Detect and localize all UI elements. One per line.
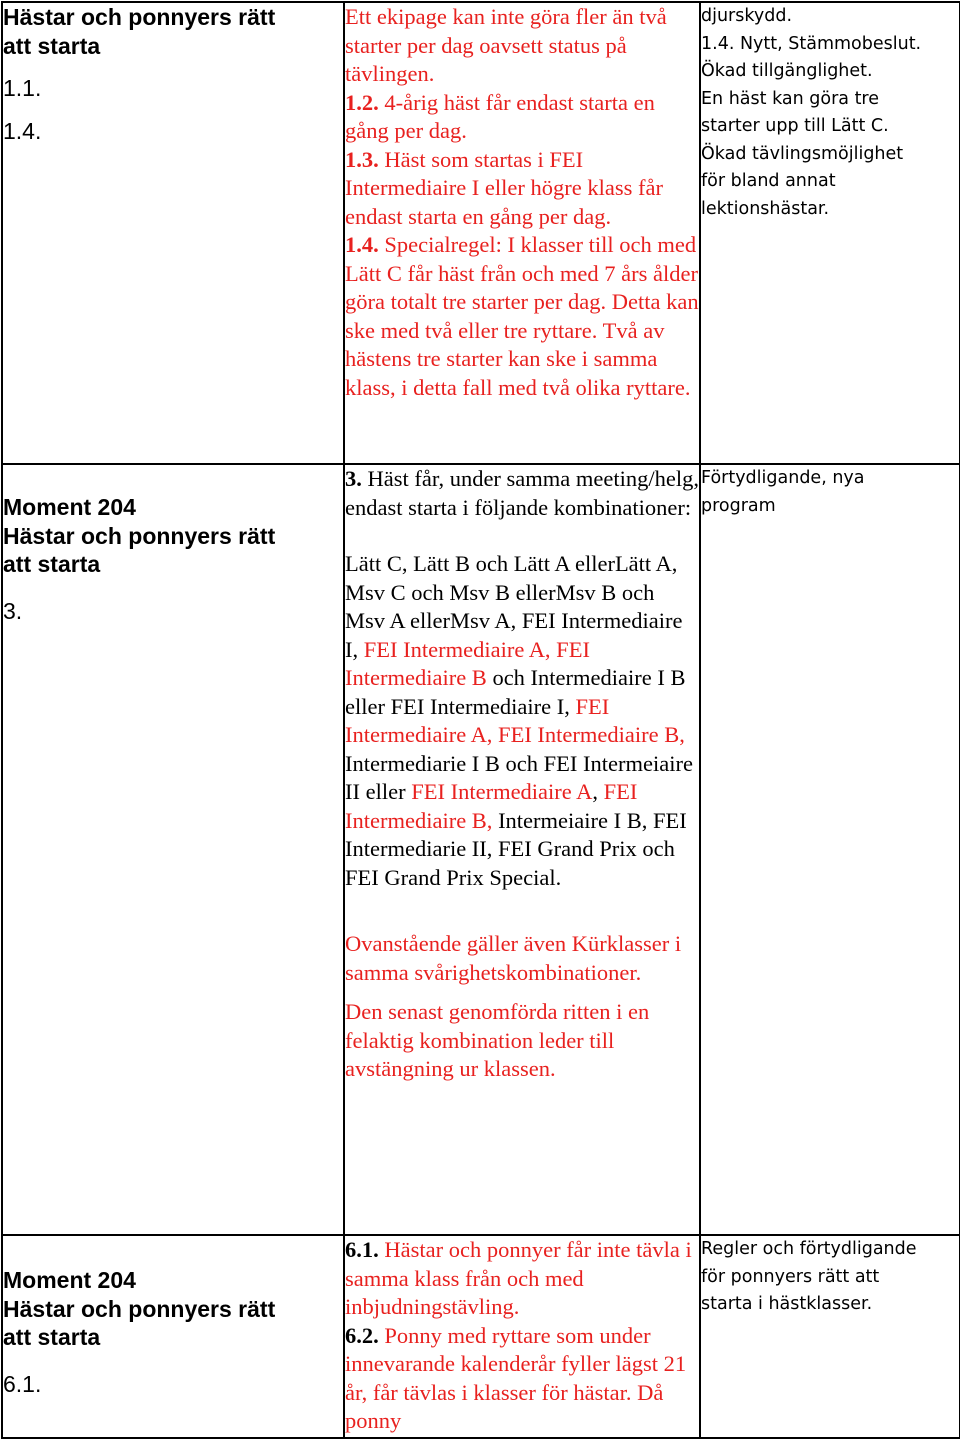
moment-cell bbox=[2, 2, 344, 464]
comment-lines bbox=[701, 3, 959, 223]
rule-paragraphs bbox=[345, 3, 699, 402]
comment-line: Ökad tävlingsmöjlighet bbox=[701, 143, 904, 164]
rule-text-cell bbox=[344, 464, 700, 1235]
moment-title: Moment 204 bbox=[3, 1267, 136, 1293]
text-run: Hästar och ponnyer får inte tävla i samma klass från och med inbjudningstävling. bbox=[345, 1237, 692, 1319]
comment-line: Ökad tillgänglighet. bbox=[701, 61, 873, 81]
text-run: 6.2. bbox=[345, 1322, 379, 1348]
comment-cell bbox=[700, 464, 960, 1235]
text-run: Intermeiaire I B, FEI Intermediarie II, FEI Grand Prix och FEI Grand Prix Special. bbox=[345, 807, 687, 890]
text-run: Ponny med ryttare som under innevarande kalenderår fyller lägst 21 år, får tävlas i klasser för hästar. Då ponny bbox=[345, 1322, 687, 1433]
text-run: FEI Intermediaire A, FEI Intermediaire B, bbox=[345, 693, 685, 747]
rule-text-cell bbox=[344, 1235, 700, 1438]
comment-line: starta i hästklasser. bbox=[701, 1294, 873, 1314]
comment-line: Regler och förtydligande bbox=[701, 1239, 917, 1259]
text-run: , bbox=[592, 779, 604, 804]
rule-title: Hästar och ponnyers rätt att starta bbox=[3, 522, 276, 577]
comment-lines bbox=[701, 1236, 959, 1319]
text-run: Häst som startas i FEI Intermediaire I eller högre klass får endast starta en gång per dag. bbox=[345, 146, 663, 229]
comment-lines bbox=[701, 465, 959, 520]
rule-paragraphs bbox=[345, 1236, 699, 1436]
text-run: FEI Intermediaire A, FEI Intermediaire B bbox=[345, 636, 590, 690]
text-run: och Intermediaire I B eller FEI Intermediaire I, bbox=[345, 665, 686, 719]
comment-line: program bbox=[701, 495, 776, 516]
text-run: 1.3. bbox=[345, 146, 379, 172]
text-run: FEI Intermediaire A bbox=[411, 779, 593, 804]
rule-number: 1.4. bbox=[3, 117, 42, 144]
comment-cell bbox=[700, 1235, 960, 1438]
rule-text-cell bbox=[344, 2, 700, 464]
text-run: Lätt C, Lätt B och Lätt A eller bbox=[345, 551, 615, 576]
rule-paragraph bbox=[345, 231, 699, 402]
text-run: FEI Intermediaire B, bbox=[345, 779, 638, 833]
rules-table bbox=[1, 1, 960, 1439]
text-run: Ett ekipage kan inte göra fler än två starter per dag oavsett status på tävlingen. bbox=[345, 4, 667, 86]
text-run: Häst får, under samma meeting/helg, endast starta i följande kombinationer: bbox=[345, 466, 699, 520]
text-run: Msv B och Msv A eller bbox=[345, 579, 655, 633]
text-run: Lätt A, Msv C och Msv B eller bbox=[345, 551, 678, 605]
text-run: Msv A, FEI Intermediaire I, bbox=[345, 608, 683, 662]
rule-paragraph bbox=[345, 3, 699, 89]
text-run: 3. bbox=[345, 466, 362, 491]
comment-line: En häst kan göra tre bbox=[701, 88, 880, 109]
rule-paragraph bbox=[345, 1236, 699, 1322]
rule-title: Hästar och ponnyers rätt att starta bbox=[3, 1295, 276, 1350]
comment-line: djurskydd. bbox=[701, 6, 793, 26]
rule-number: 3. bbox=[3, 597, 23, 624]
table-row bbox=[2, 1235, 960, 1438]
rule-number: 1.1. bbox=[3, 75, 42, 101]
moment-cell bbox=[2, 464, 344, 1235]
comment-cell bbox=[700, 2, 960, 464]
rule-paragraph bbox=[345, 89, 699, 146]
moment-cell bbox=[2, 1235, 344, 1438]
rule-number: 6.1. bbox=[3, 1370, 42, 1397]
text-run: Specialregel: I klasser till och med Lätt C får häst från och med 7 års ålder göra totalt tre starter per dag. Detta kan ske med två eller tre ryttare. Två av hästens tre starter kan ske i samma klass, i detta fall med två olika ryttare. bbox=[345, 232, 699, 400]
rule-title: Hästar och ponnyers rätt att starta bbox=[3, 4, 276, 59]
comment-line: lektionshästar. bbox=[701, 198, 830, 219]
comment-line: Förtydligande, nya bbox=[701, 468, 865, 488]
text-run: 4-årig häst får endast starta en gång per dag. bbox=[345, 89, 655, 143]
text-run: 1.4. bbox=[345, 232, 379, 257]
table-row bbox=[2, 464, 960, 1235]
comment-line: för ponnyers rätt att bbox=[701, 1266, 880, 1287]
rule-paragraph bbox=[345, 146, 699, 232]
combination-list bbox=[345, 550, 699, 892]
comment-line: 1.4. Nytt, Stämmobeslut. bbox=[701, 33, 922, 54]
rule-intro bbox=[345, 465, 699, 522]
suspension-note: Den senast genomförda ritten i en felaktig kombination leder till avstängning ur klassen. bbox=[345, 999, 650, 1081]
text-run: 6.1. bbox=[345, 1237, 379, 1262]
table-row bbox=[2, 2, 960, 464]
text-run: 1.2. bbox=[345, 89, 379, 115]
comment-line: starter upp till Lätt C. bbox=[701, 116, 889, 136]
moment-title: Moment 204 bbox=[3, 494, 136, 520]
kur-note: Ovanstående gäller även Kürklasser i samma svårighetskombinationer. bbox=[345, 931, 682, 985]
rule-paragraph bbox=[345, 1322, 699, 1436]
comment-line: för bland annat bbox=[701, 171, 836, 191]
text-run: Intermediarie I B och FEI Intermeiaire II eller bbox=[345, 750, 693, 804]
